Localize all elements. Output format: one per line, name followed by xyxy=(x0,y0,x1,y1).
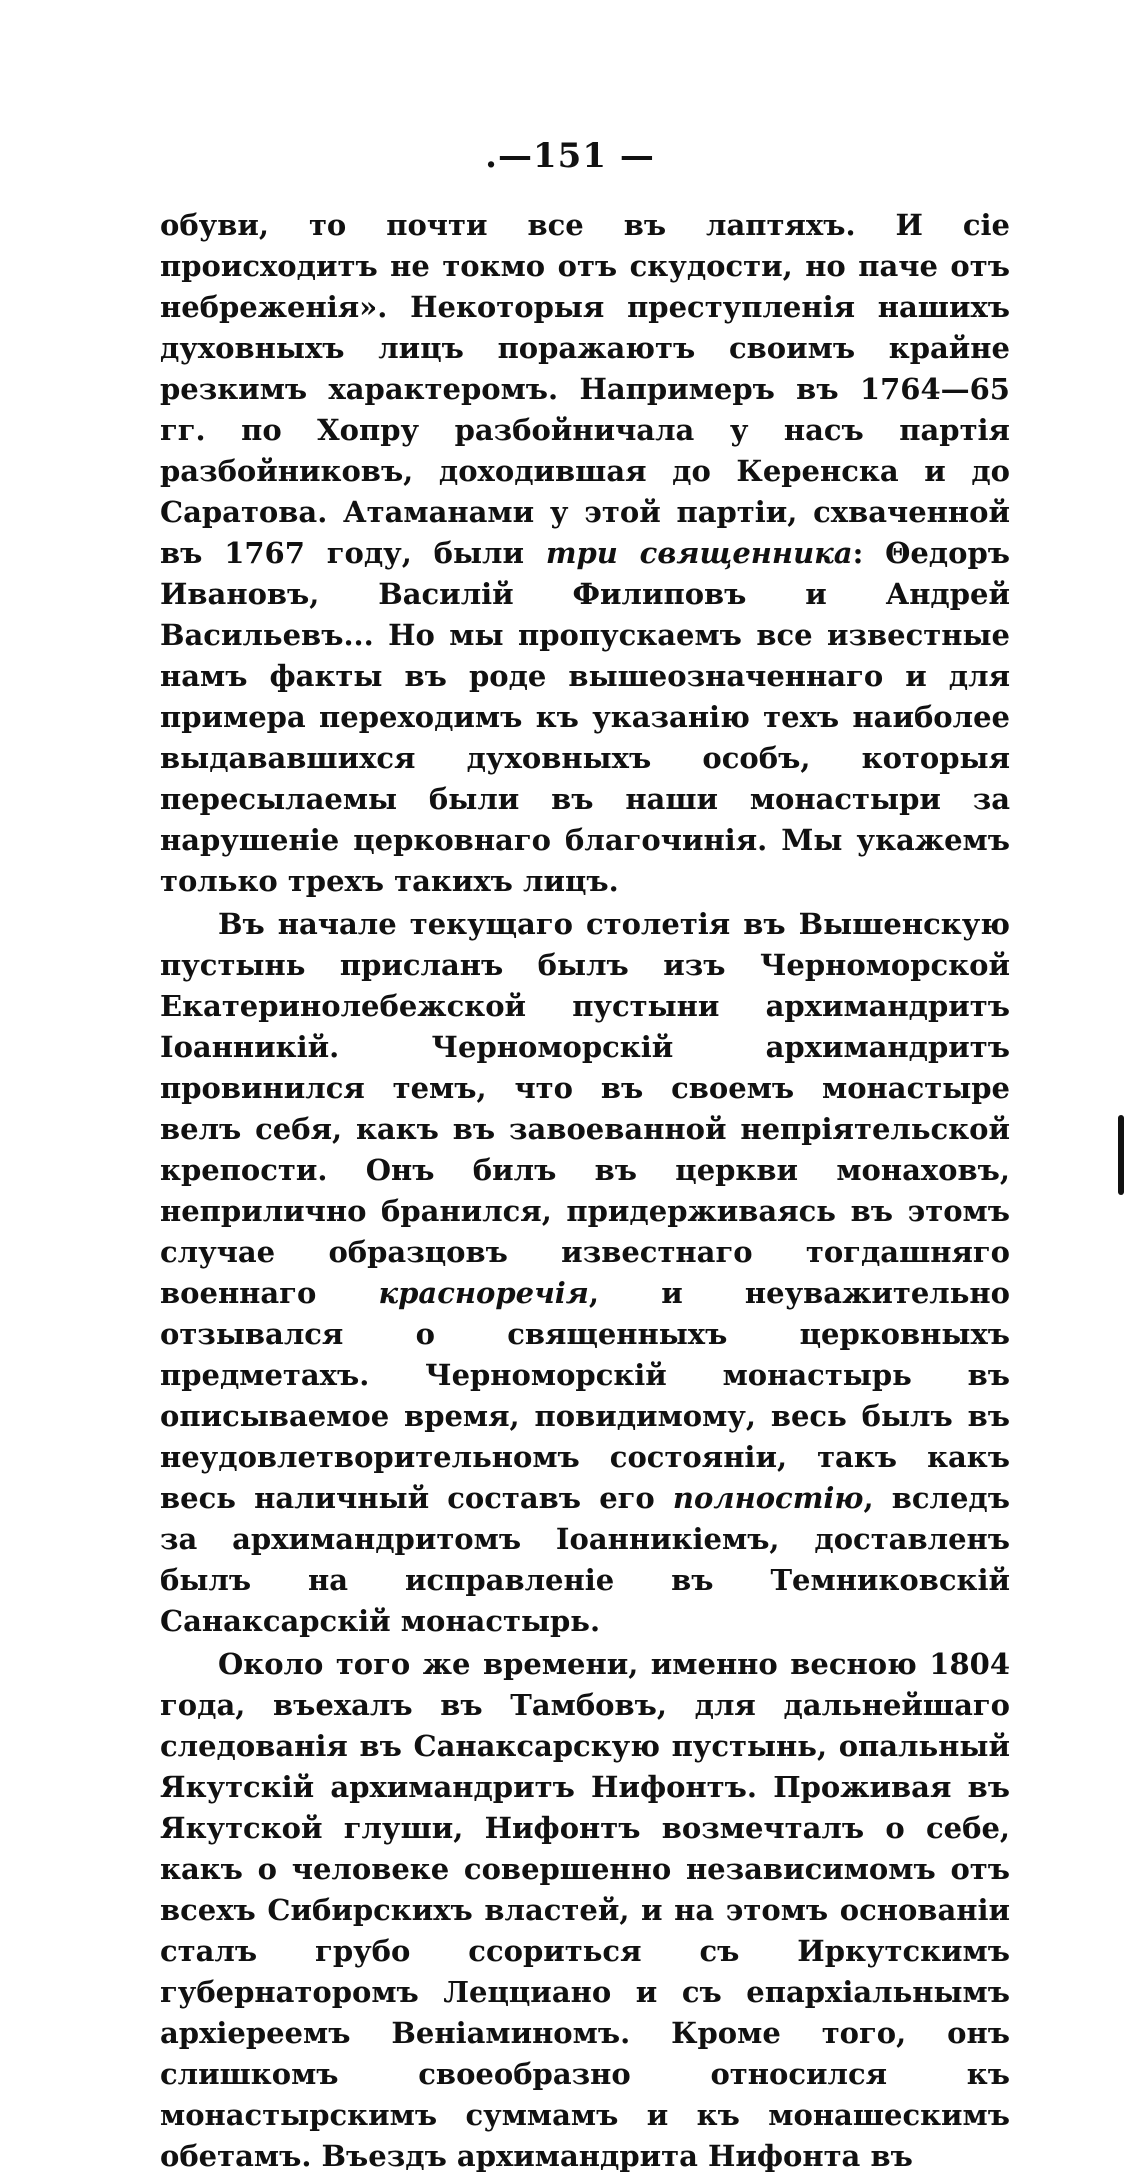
paragraph-1 xyxy=(160,205,1010,902)
text-segment: обуви, то почти все въ лаптяхъ. И сіе происходитъ не токмо отъ скудости, но паче отъ небреженія». Некоторыя преступленія нашихъ духовныхъ лицъ поражаютъ своимъ крайне резкимъ характеромъ. Напримеръ въ 1764—65 гг. по Хопру разбойничала у насъ партія разбойниковъ, доходившая до Керенска и до Саратова. Атаманами у этой партіи, схваченной въ 1767 году, были xyxy=(160,208,1010,570)
italic-phrase: полностію xyxy=(672,1481,864,1515)
scan-edge-mark xyxy=(1118,1115,1124,1195)
italic-phrase: три священника xyxy=(545,536,853,570)
text-segment: , вследъ за архимандритомъ Іоанникіемъ, доставленъ былъ на исправленіе въ Темниковскій Санаксарскій монастырь. xyxy=(160,1481,1010,1638)
text-segment: , и неуважительно отзывался о священныхъ церковныхъ предметахъ. Черноморскій монастырь въ описываемое время, повидимому, весь былъ въ неудовлетворительномъ состояніи, такъ какъ весь наличный составъ его xyxy=(160,1276,1010,1515)
paragraph-3 xyxy=(160,1644,1010,2177)
paragraph-2 xyxy=(160,904,1010,1642)
text-segment: : Θедоръ Ивановъ, Василій Филиповъ и Андрей Васильевъ... Но мы пропускаемъ все известные намъ факты въ роде вышеозначеннаго и для примера переходимъ къ указанію техъ наиболее выдававшихся духовныхъ особъ, которыя пересылаемы были въ наши монастыри за нарушеніе церковнаго благочинія. Мы укажемъ только трехъ такихъ лицъ. xyxy=(160,536,1010,898)
text-segment: Около того же времени, именно весною 1804 года, въехалъ въ Тамбовъ, для дальнейшаго следованія въ Санаксарскую пустынь, опальный Якутскій архимандритъ Нифонтъ. Проживая въ Якутской глуши, Нифонтъ возмечталъ о себе, какъ о человеке совершенно независимомъ отъ всехъ Сибирскихъ властей, и на этомъ основаніи сталъ грубо ссориться съ Иркутскимъ губернаторомъ Лецциано и съ епархіальнымъ архіереемъ Веніаминомъ. Кроме того, онъ слишкомъ своеобразно относился къ монастырскимъ суммамъ и къ монашескимъ обетамъ. Въездъ архимандрита Нифонта въ xyxy=(160,1647,1010,2173)
page-number: .—151 — xyxy=(485,136,655,176)
italic-phrase: красноречія xyxy=(378,1276,589,1310)
body-text xyxy=(160,205,1010,2177)
text-segment: Въ начале текущаго столетія въ Вышенскую пустынь присланъ былъ изъ Черноморской Екатеринолебежской пустыни архимандритъ Іоанникій. Черноморскій архимандритъ провинился темъ, что въ своемъ монастыре велъ себя, какъ въ завоеванной непріятельской крепости. Онъ билъ въ церкви монаховъ, неприлично бранился, придерживаясь въ этомъ случае образцовъ известнаго тогдашняго военнаго xyxy=(160,907,1010,1310)
